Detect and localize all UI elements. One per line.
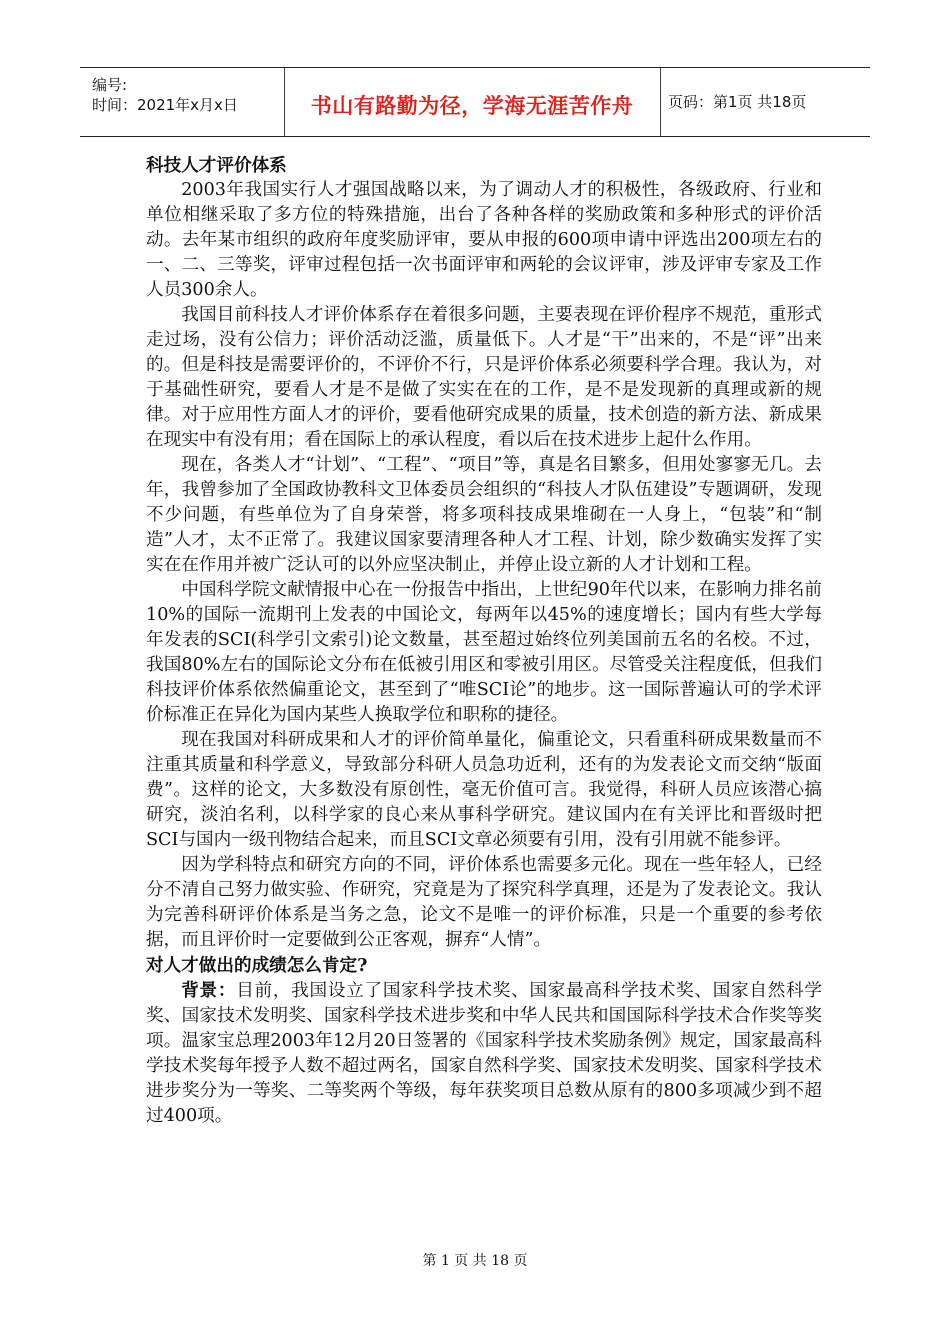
background-label: 背景： bbox=[181, 980, 237, 1001]
background-paragraph bbox=[146, 978, 822, 1129]
page-footer: 第 1 页 共 18 页 bbox=[422, 1253, 528, 1269]
paragraph-3: 现在，各类人才“计划”、“工程”、“项目”等，真是名目繁多，但用处寥寥无几。去年，我曾参加了全国政协教科文卫体委员会组织的“科技人才队伍建设”专题调研，发现不少问题，有些单位为了自身荣誉，将多项科技成果堆砌在一人身上，“包装”和“制造”人才，太不正常了。我建议国家要清理各种人才工程、计划，除少数确实发挥了实实在在作用并被广泛认可的以外应坚决制止，并停止设立新的人才计划和工程。 bbox=[146, 455, 822, 575]
paragraph-2: 我国目前科技人才评价体系存在着很多问题，主要表现在评价程序不规范，重形式走过场，没有公信力；评价活动泛滥，质量低下。人才是“干”出来的，不是“评”出来的。但是科技是需要评价的，不评价不行，只是评价体系必须要科学合理。我认为，对于基础性研究，要看人才是不是做了实实在在的工作，是不是发现新的真理或新的规律。对于应用性方面人才的评价，要看他研究成果的质量，技术创造的新方法、新成果在现实中有没有用；看在国际上的承认程度，看以后在技术进步上起什么作用。 bbox=[146, 305, 822, 450]
document-number-label: 编号: bbox=[92, 76, 128, 94]
page-header bbox=[80, 67, 870, 137]
document-time-label: 时间：2021年x月x日 bbox=[92, 96, 238, 114]
header-page-cell bbox=[660, 68, 870, 136]
header-slogan-cell bbox=[284, 68, 661, 136]
paragraph-5: 现在我国对科研成果和人才的评价简单量化，偏重论文，只看重科研成果数量而不注重其质量和科学意义，导致部分科研人员急功近利，还有的为发表论文而交纳“版面费”。这样的论文，大多数没有原创性，毫无价值可言。我觉得，科研人员应该潜心搞研究，淡泊名利，以科学家的良心来从事科学研究。建议国内在有关评比和晋级时把SCI与国内一级刊物结合起来，而且SCI文章必须要有引用，没有引用就不能参评。 bbox=[146, 730, 822, 850]
background-text: 目前，我国设立了国家科学技术奖、国家最高科学技术奖、国家自然科学奖、国家技术发明奖、国家科学技术进步奖和中华人民共和国国际科学技术合作奖等奖项。温家宝总理2003年12月20日签署的《国家科学技术奖励条例》规定，国家最高科学技术奖每年授予人数不超过两名，国家自然科学奖、国家技术发明奖、国家科学技术进步奖分为一等奖、二等奖两个等级，每年获奖项目总数从原有的800多项减少到不超过400项。 bbox=[146, 981, 822, 1126]
article-title: 科技人才评价体系 bbox=[146, 155, 287, 176]
header-slogan: 书山有路勤为径，学海无涯苦作舟 bbox=[310, 94, 634, 118]
section-subheading: 对人才做出的成绩怎么肯定? bbox=[146, 955, 368, 976]
paragraph-4: 中国科学院文献情报中心在一份报告中指出，上世纪90年代以来，在影响力排名前10%的国际一流期刊上发表的中国论文，每两年以45%的速度增长；国内有些大学每年发表的SCI(科学引文索引)论文数量，甚至超过始终位列美国前五名的名校。不过，我国80%左右的国际论文分布在低被引用区和零被引用区。尽管受关注程度低，但我们科技评价体系依然偏重论文，甚至到了“唯SCI论”的地步。这一国际普遍认可的学术评价标准正在异化为国内某些人换取学位和职称的捷径。 bbox=[146, 580, 822, 725]
header-page-info: 页码：第1页 共18页 bbox=[668, 93, 807, 111]
article-body bbox=[146, 153, 822, 1129]
paragraph-6: 因为学科特点和研究方向的不同，评价体系也需要多元化。现在一些年轻人，已经分不清自己努力做实验、作研究，究竟是为了探究科学真理，还是为了发表论文。我认为完善科研评价体系是当务之急，论文不是唯一的评价标准，只是一个重要的参考依据，而且评价时一定要做到公正客观，摒弃“人情”。 bbox=[146, 855, 822, 950]
paragraph-1: 2003年我国实行人才强国战略以来，为了调动人才的积极性，各级政府、行业和单位相继采取了多方位的特殊措施，出台了各种各样的奖励政策和多种形式的评价活动。去年某市组织的政府年度奖励评审，要从申报的600项申请中评选出200项左右的一、二、三等奖，评审过程包括一次书面评审和两轮的会议评审，涉及评审专家及工作人员300余人。 bbox=[146, 180, 822, 300]
header-meta-cell bbox=[80, 68, 285, 136]
